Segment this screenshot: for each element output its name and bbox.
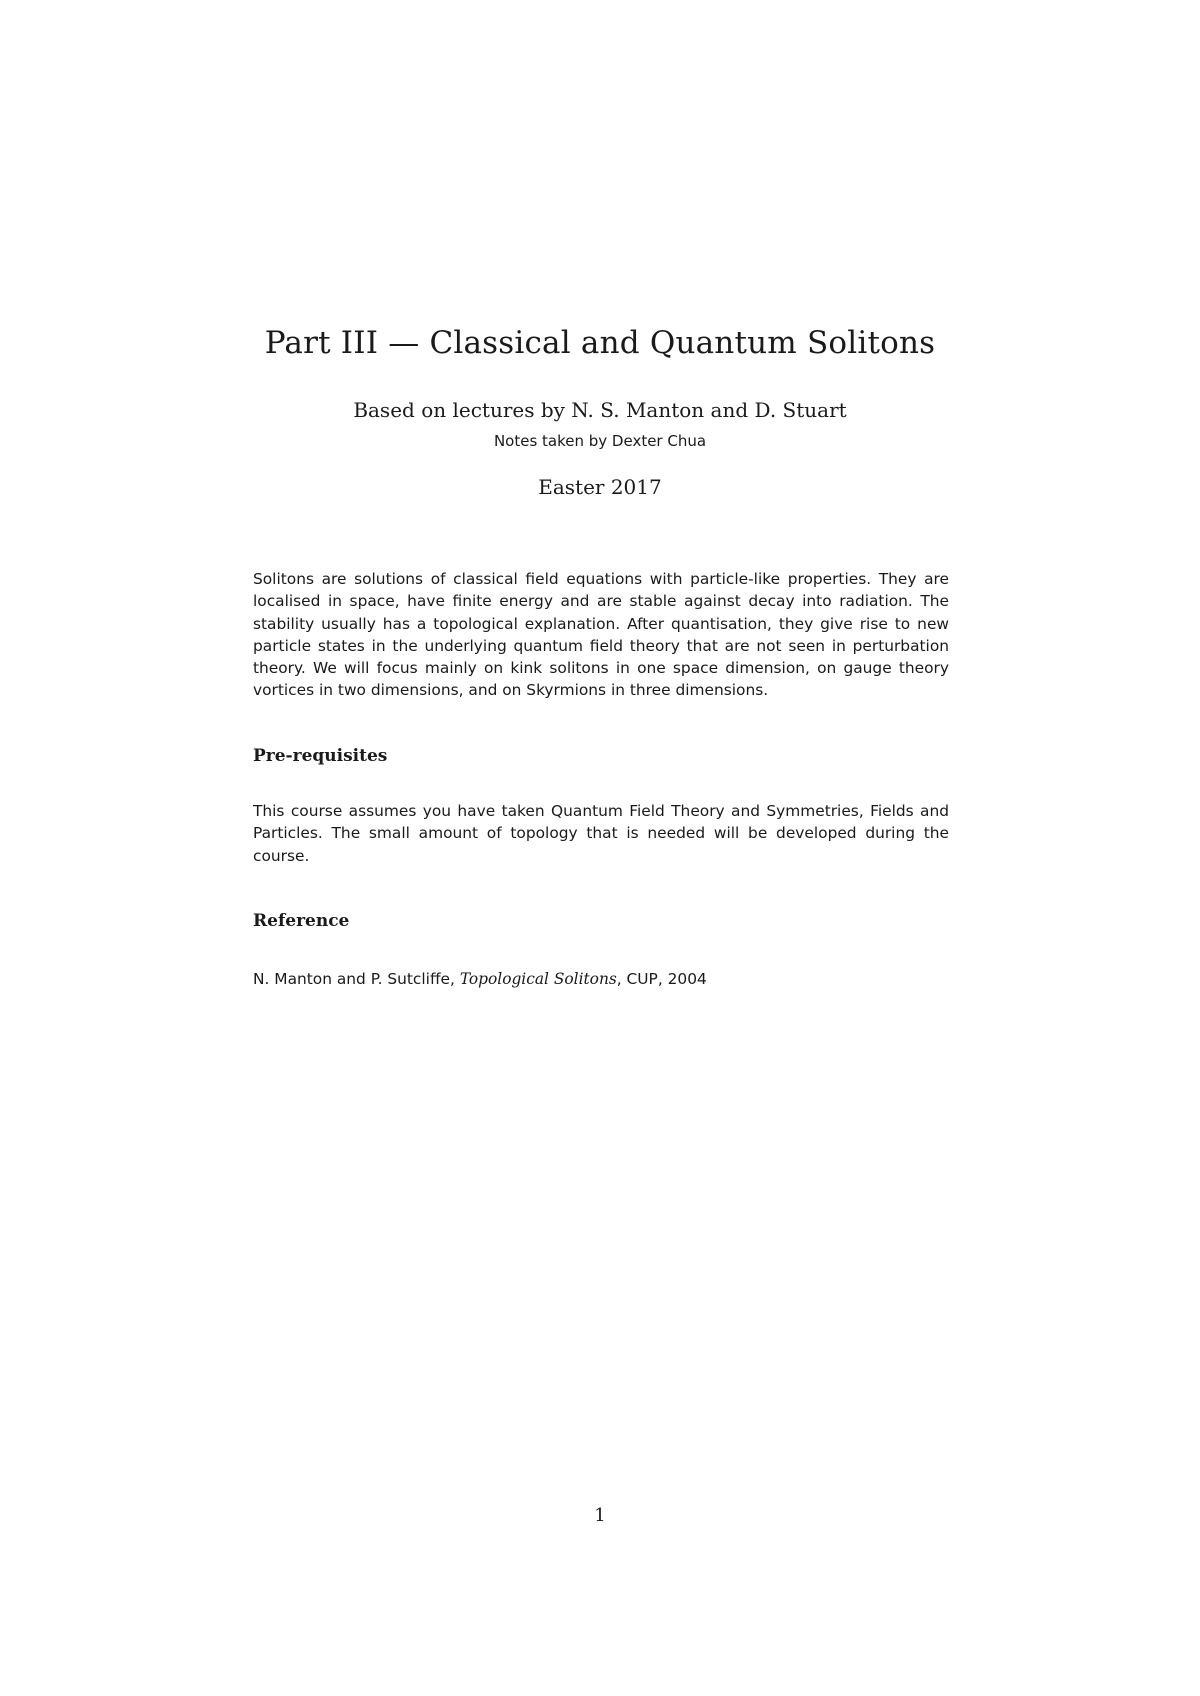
notes-author-line: Notes taken by Dexter Chua [493, 432, 707, 450]
lecturers-line: Based on lectures by N. S. Manton and D. Stuart [353, 398, 847, 422]
abstract-paragraph: Solitons are solutions of classical field equations with particle-like properties. They are localised in space, have finite energy and are stable against decay into radiation. The stability usually has a topological explanation. After quantisation, they give rise to new particle states in the underlying quantum field theory that are not seen in perturbation theory. We will focus mainly on kink solitons in one space dimension, on gauge theory vortices in two dimensions, and on Skyrmions in three dimensions. [253, 570, 949, 700]
prerequisites-paragraph: This course assumes you have taken Quantum Field Theory and Symmetries, Fields and Particles. The small amount of topology that is needed will be developed during the course. [253, 802, 949, 865]
document-title: Part III — Classical and Quantum Solitons [264, 325, 936, 361]
reference-publisher: , CUP, 2004 [616, 970, 707, 988]
reference-authors: N. Manton and P. Sutcliffe, [253, 970, 460, 988]
reference-heading: Reference [253, 911, 350, 931]
term-line: Easter 2017 [538, 475, 662, 499]
reference-book-title: Topological Solitons [459, 970, 617, 988]
reference-entry [253, 968, 949, 990]
page-number: 1 [594, 1505, 606, 1526]
prerequisites-heading: Pre-requisites [253, 746, 388, 766]
